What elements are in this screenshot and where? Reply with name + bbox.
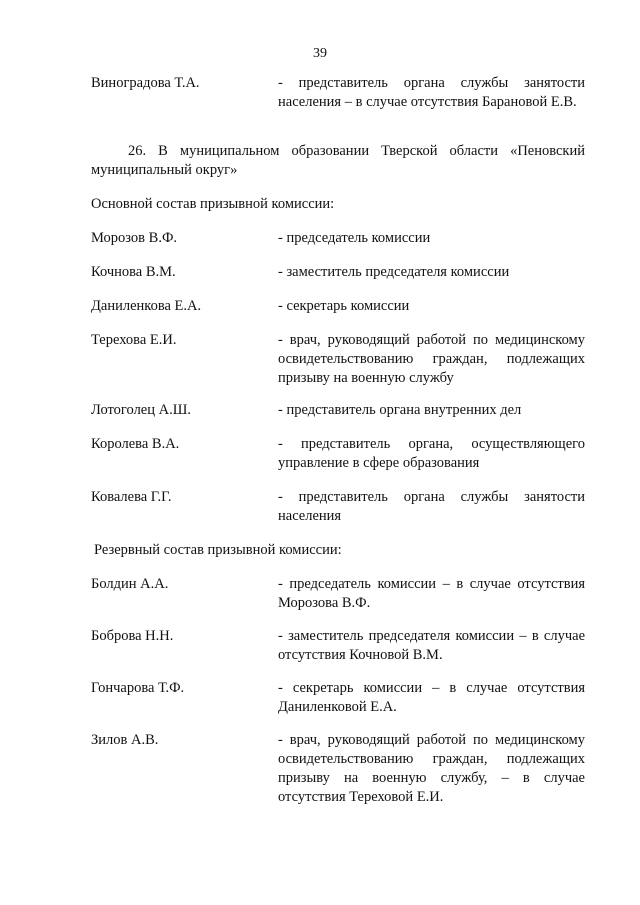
member-role: - представитель органа внутренних дел bbox=[278, 402, 522, 418]
member-name: Лотоголец А.Ш. bbox=[91, 402, 191, 418]
member-name: Королева В.А. bbox=[91, 436, 180, 452]
reserve-composition-heading: Резервный состав призывной комиссии: bbox=[94, 542, 342, 558]
member-role: - представитель органа, осуществляющего управление в сфере образования bbox=[278, 436, 585, 471]
member-name: Болдин А.А. bbox=[91, 576, 169, 592]
member-role: - врач, руководящий работой по медицинскому освидетельствованию граждан, подлежащих призыву на военную службу bbox=[278, 332, 585, 386]
member-name: Гончарова Т.Ф. bbox=[91, 680, 185, 696]
section-title: 26. В муниципальном образовании Тверской области «Пеновский муниципальный округ» bbox=[91, 143, 585, 178]
member-role: - заместитель председателя комиссии – в случае отсутствия Кочновой В.М. bbox=[278, 628, 585, 663]
member-name: Виноградова Т.А. bbox=[91, 75, 200, 91]
main-composition-heading: Основной состав призывной комиссии: bbox=[91, 196, 335, 212]
member-role: - врач, руководящий работой по медицинскому освидетельствованию граждан, подлежащих призыву на военную службу, – в случае отсутствия Тереховой Е.И. bbox=[278, 732, 585, 805]
member-role: - председатель комиссии – в случае отсутствия Морозова В.Ф. bbox=[278, 576, 585, 611]
page-number: 39 bbox=[313, 46, 327, 61]
member-name: Кочнова В.М. bbox=[91, 264, 176, 280]
member-name: Ковалева Г.Г. bbox=[91, 489, 172, 505]
member-name: Морозов В.Ф. bbox=[91, 230, 178, 246]
member-name: Зилов А.В. bbox=[91, 732, 159, 748]
member-name: Терехова Е.И. bbox=[91, 332, 177, 348]
member-role: - секретарь комиссии – в случае отсутствия Даниленковой Е.А. bbox=[278, 680, 585, 715]
member-role: - представитель органа службы занятости населения bbox=[278, 489, 585, 524]
member-role: - председатель комиссии bbox=[278, 230, 431, 246]
member-role: - представитель органа службы занятости населения – в случае отсутствия Барановой Е.В. bbox=[278, 75, 585, 110]
member-role: - секретарь комиссии bbox=[278, 298, 410, 314]
member-name: Даниленкова Е.А. bbox=[91, 298, 202, 314]
member-role: - заместитель председателя комиссии bbox=[278, 264, 510, 280]
member-name: Боброва Н.Н. bbox=[91, 628, 174, 644]
